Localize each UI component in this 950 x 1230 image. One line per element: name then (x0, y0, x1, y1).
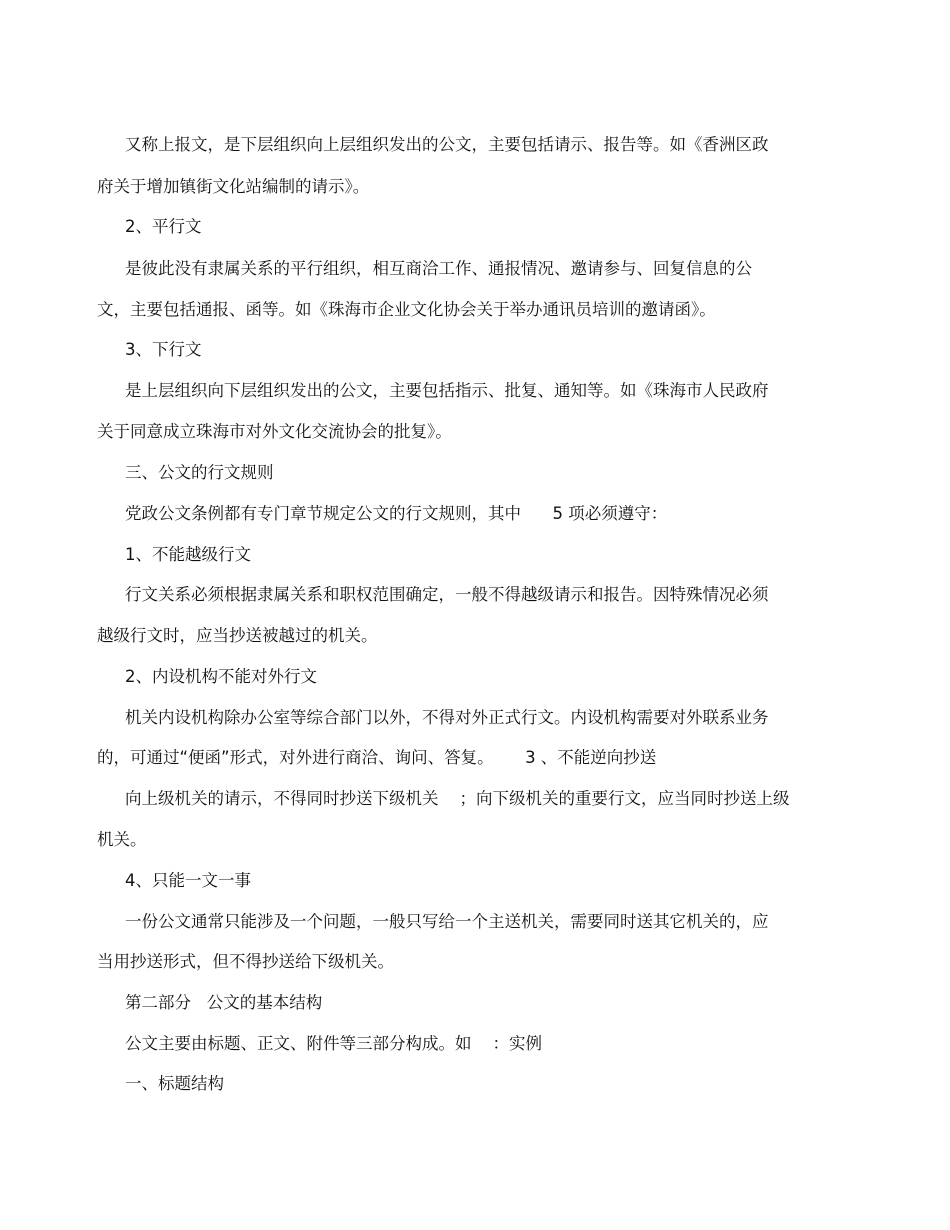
paragraph-line: 向上级机关的请示，不得同时抄送下级机关 ；向下级机关的重要行文，应当同时抄送上级 (125, 789, 790, 808)
paragraph-line: 是上层组织向下层组织发出的公文，主要包括指示、批复、通知等。如《珠海市人民政府 (125, 381, 769, 400)
paragraph-line: 公文主要由标题、正文、附件等三部分构成。如 ：实例 (125, 1034, 542, 1053)
section-heading: 一、标题结构 (125, 1074, 224, 1093)
section-heading: 3、下行文 (125, 340, 202, 359)
section-heading: 1、不能越级行文 (125, 545, 251, 564)
paragraph-line: 府关于增加镇街文化站编制的请示》。 (97, 177, 370, 196)
paragraph-line: 行文关系必须根据隶属关系和职权范围确定，一般不得越级请示和报告。因特殊情况必须 (125, 585, 769, 604)
paragraph-line: 党政公文条例都有专门章节规定公文的行文规则，其中 5 项必须遵守： (125, 504, 668, 523)
paragraph-line: 是彼此没有隶属关系的平行组织，相互商洽工作、通报情况、邀请参与、回复信息的公 (125, 259, 752, 278)
paragraph-line: 当用抄送形式，但不得抄送给下级机关。 (97, 952, 394, 971)
paragraph-line: 的，可通过“便函”形式，对外进行商洽、询问、答复。 3 、不能逆向抄送 (97, 748, 657, 767)
paragraph-line: 机关。 (97, 830, 147, 849)
section-heading: 4、只能一文一事 (125, 871, 251, 890)
paragraph-line: 又称上报文，是下层组织向上层组织发出的公文，主要包括请示、报告等。如《香洲区政 (125, 135, 769, 154)
paragraph-line: 文，主要包括通报、函等。如《珠海市企业文化协会关于举办通讯员培训的邀请函》。 (97, 300, 716, 319)
section-heading: 三、公文的行文规则 (125, 463, 274, 482)
paragraph-line: 机关内设机构除办公室等综合部门以外，不得对外正式行文。内设机构需要对外联系业务 (125, 708, 769, 727)
section-heading: 2、内设机构不能对外行文 (125, 667, 317, 686)
section-heading: 2、平行文 (125, 217, 202, 236)
paragraph-line: 越级行文时，应当抄送被越过的机关。 (97, 626, 378, 645)
paragraph-line: 一份公文通常只能涉及一个问题，一般只写给一个主送机关，需要同时送其它机关的，应 (125, 912, 769, 931)
paragraph-line: 关于同意成立珠海市对外文化交流协会的批复》。 (97, 422, 452, 441)
part-heading: 第二部分 公文的基本结构 (125, 993, 323, 1012)
